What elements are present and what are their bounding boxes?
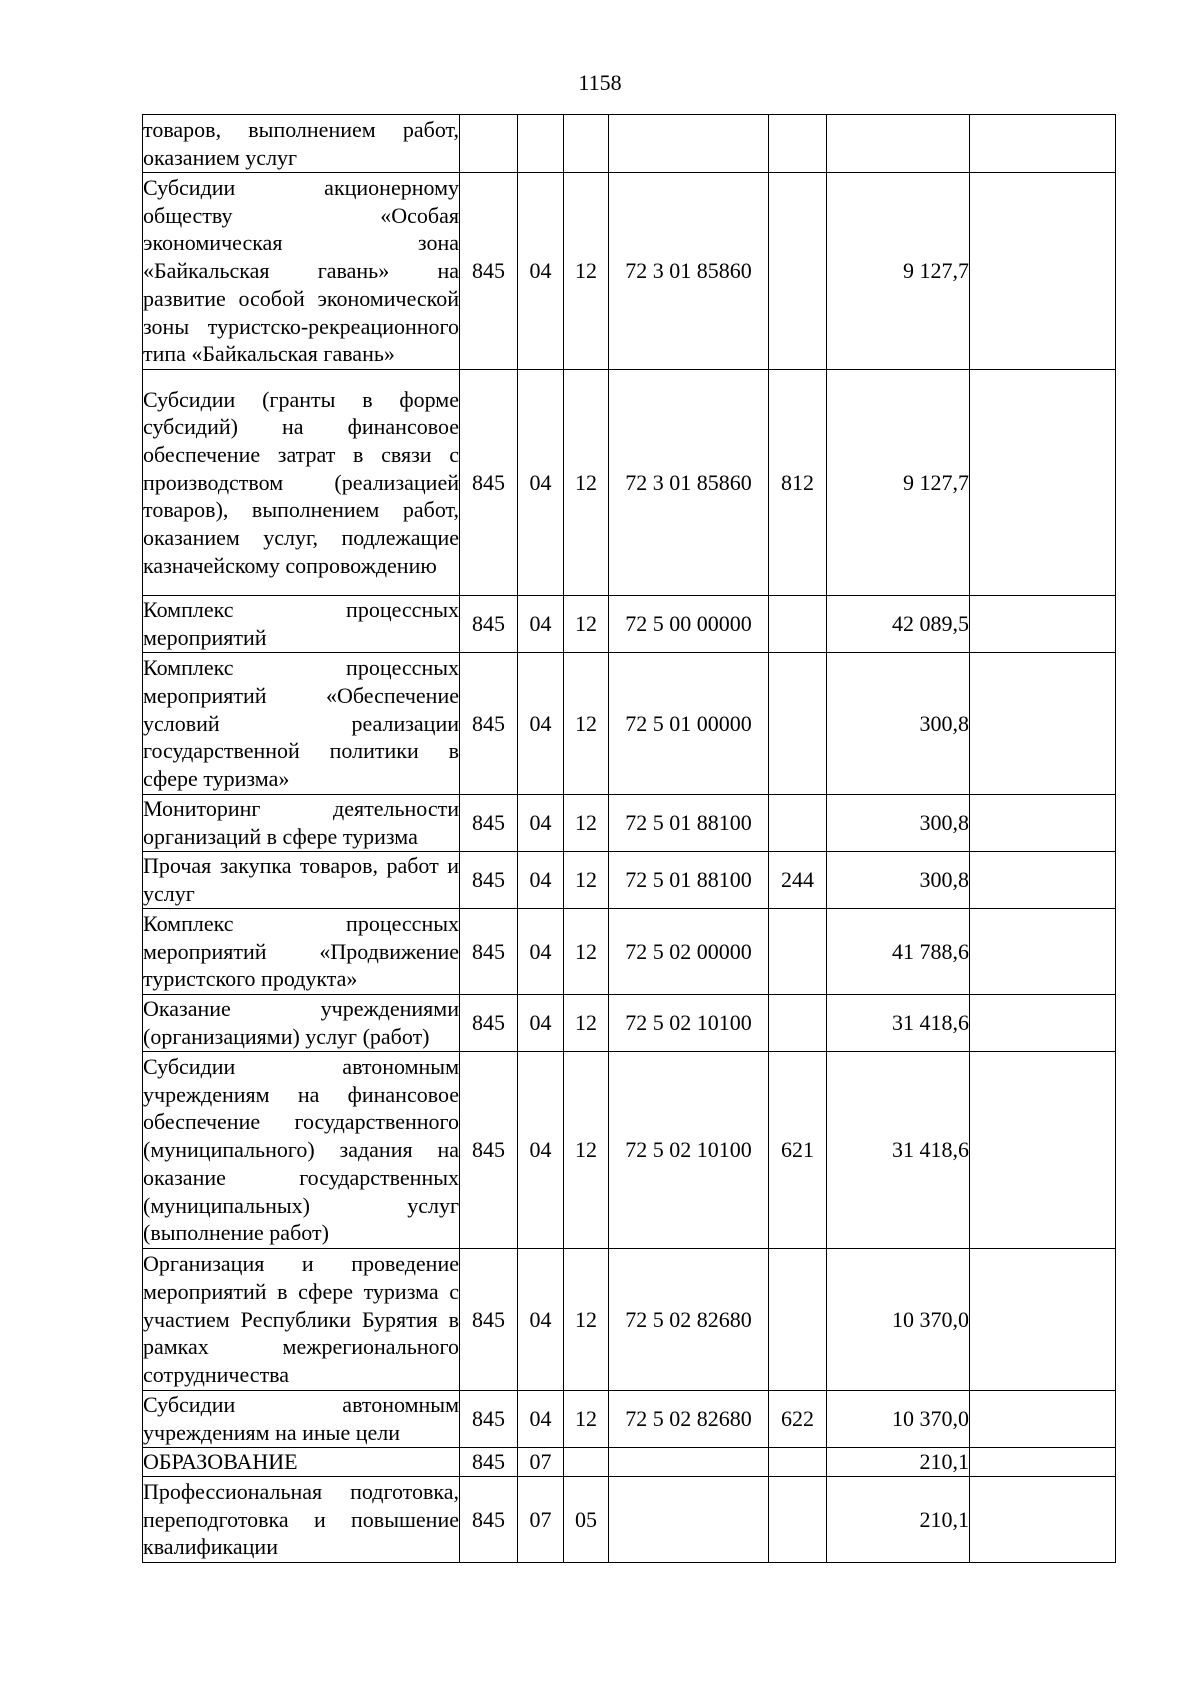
row-vr xyxy=(769,1477,827,1563)
row-csr: 72 5 01 00000 xyxy=(609,653,769,795)
row-pr xyxy=(564,115,609,173)
page-number: 1158 xyxy=(578,70,622,95)
table-row xyxy=(143,852,1116,909)
row-gr: 845 xyxy=(460,173,518,370)
row-empty-cell xyxy=(970,1477,1116,1563)
row-vr: 621 xyxy=(769,1052,827,1249)
row-csr xyxy=(609,115,769,173)
table-row xyxy=(143,653,1116,795)
row-pr xyxy=(564,1448,609,1477)
row-sum: 10 370,0 xyxy=(827,1391,970,1448)
row-rz: 04 xyxy=(518,995,564,1052)
row-name: Организация и проведение мероприятий в сфере туризма с участием Республики Бурятия в рамках межрегионального сотрудничества xyxy=(143,1249,460,1391)
row-sum: 42 089,5 xyxy=(827,596,970,653)
row-rz xyxy=(518,115,564,173)
row-gr: 845 xyxy=(460,370,518,596)
row-name: Оказание учреждениями (организациями) услуг (работ) xyxy=(143,995,460,1052)
row-rz: 04 xyxy=(518,852,564,909)
row-empty-cell xyxy=(970,115,1116,173)
row-empty-cell xyxy=(970,1391,1116,1448)
row-pr: 12 xyxy=(564,370,609,596)
row-pr: 12 xyxy=(564,795,609,852)
row-empty-cell xyxy=(970,173,1116,370)
row-vr xyxy=(769,115,827,173)
row-pr: 12 xyxy=(564,596,609,653)
row-gr: 845 xyxy=(460,795,518,852)
row-rz: 04 xyxy=(518,370,564,596)
row-vr xyxy=(769,1448,827,1477)
row-empty-cell xyxy=(970,370,1116,596)
row-gr: 845 xyxy=(460,1391,518,1448)
table-row xyxy=(143,995,1116,1052)
row-vr xyxy=(769,596,827,653)
row-csr: 72 5 01 88100 xyxy=(609,852,769,909)
table-row xyxy=(143,1052,1116,1249)
table-row xyxy=(143,1477,1116,1563)
row-sum: 300,8 xyxy=(827,852,970,909)
row-rz: 04 xyxy=(518,909,564,995)
table-row xyxy=(143,115,1116,173)
row-csr: 72 5 00 00000 xyxy=(609,596,769,653)
row-name: ОБРАЗОВАНИЕ xyxy=(143,1448,460,1477)
row-pr: 12 xyxy=(564,1249,609,1391)
table-row xyxy=(143,1249,1116,1391)
row-csr xyxy=(609,1448,769,1477)
row-vr: 812 xyxy=(769,370,827,596)
row-name: Комплекс процессных мероприятий «Продвижение туристского продукта» xyxy=(143,909,460,995)
row-sum: 300,8 xyxy=(827,653,970,795)
row-rz: 07 xyxy=(518,1448,564,1477)
table-row xyxy=(143,596,1116,653)
row-vr xyxy=(769,795,827,852)
row-gr: 845 xyxy=(460,995,518,1052)
row-gr: 845 xyxy=(460,852,518,909)
row-csr: 72 5 02 82680 xyxy=(609,1249,769,1391)
row-vr: 244 xyxy=(769,852,827,909)
row-csr xyxy=(609,1477,769,1563)
row-pr: 12 xyxy=(564,173,609,370)
row-empty-cell xyxy=(970,1052,1116,1249)
row-sum: 300,8 xyxy=(827,795,970,852)
row-name: Субсидии автономным учреждениям на иные цели xyxy=(143,1391,460,1448)
row-name: Субсидии (гранты в форме субсидий) на финансовое обеспечение затрат в связи с производством (реализацией товаров), выполнением работ, оказанием услуг, подлежащие казначейскому сопровождению xyxy=(143,370,460,596)
row-pr: 12 xyxy=(564,995,609,1052)
row-vr xyxy=(769,909,827,995)
row-csr: 72 3 01 85860 xyxy=(609,370,769,596)
row-name: товаров, выполнением работ, оказанием услуг xyxy=(143,115,460,173)
row-csr: 72 5 02 82680 xyxy=(609,1391,769,1448)
row-pr: 05 xyxy=(564,1477,609,1563)
row-rz: 04 xyxy=(518,653,564,795)
row-pr: 12 xyxy=(564,1391,609,1448)
row-vr xyxy=(769,173,827,370)
row-csr: 72 5 02 10100 xyxy=(609,1052,769,1249)
row-rz: 04 xyxy=(518,1391,564,1448)
row-empty-cell xyxy=(970,995,1116,1052)
row-sum: 9 127,7 xyxy=(827,173,970,370)
row-name: Мониторинг деятельности организаций в сфере туризма xyxy=(143,795,460,852)
row-csr: 72 5 02 00000 xyxy=(609,909,769,995)
row-name: Комплекс процессных мероприятий «Обеспечение условий реализации государственной политики в сфере туризма» xyxy=(143,653,460,795)
row-gr: 845 xyxy=(460,1477,518,1563)
row-name: Комплекс процессных мероприятий xyxy=(143,596,460,653)
row-sum: 9 127,7 xyxy=(827,370,970,596)
row-sum: 210,1 xyxy=(827,1477,970,1563)
row-vr xyxy=(769,1249,827,1391)
row-empty-cell xyxy=(970,596,1116,653)
row-pr: 12 xyxy=(564,1052,609,1249)
table-row xyxy=(143,370,1116,596)
row-sum: 31 418,6 xyxy=(827,1052,970,1249)
row-gr: 845 xyxy=(460,1249,518,1391)
row-gr: 845 xyxy=(460,1052,518,1249)
row-csr: 72 5 01 88100 xyxy=(609,795,769,852)
table-row xyxy=(143,1448,1116,1477)
table-row xyxy=(143,1391,1116,1448)
row-name: Субсидии акционерному обществу «Особая экономическая зона «Байкальская гавань» на развитие особой экономической зоны туристско-рекреационного типа «Байкальская гавань» xyxy=(143,173,460,370)
row-rz: 04 xyxy=(518,596,564,653)
row-gr: 845 xyxy=(460,909,518,995)
row-sum: 10 370,0 xyxy=(827,1249,970,1391)
row-name: Прочая закупка товаров, работ и услуг xyxy=(143,852,460,909)
table-row xyxy=(143,173,1116,370)
row-sum xyxy=(827,115,970,173)
row-vr xyxy=(769,995,827,1052)
row-vr xyxy=(769,653,827,795)
row-vr: 622 xyxy=(769,1391,827,1448)
row-empty-cell xyxy=(970,852,1116,909)
row-rz: 04 xyxy=(518,173,564,370)
row-empty-cell xyxy=(970,1249,1116,1391)
row-empty-cell xyxy=(970,1448,1116,1477)
row-sum: 41 788,6 xyxy=(827,909,970,995)
row-name: Субсидии автономным учреждениям на финансовое обеспечение государственного (муниципального) задания на оказание государственных (муниципальных) услуг (выполнение работ) xyxy=(143,1052,460,1249)
row-sum: 31 418,6 xyxy=(827,995,970,1052)
table-row xyxy=(143,909,1116,995)
table-row xyxy=(143,795,1116,852)
row-pr: 12 xyxy=(564,653,609,795)
row-sum: 210,1 xyxy=(827,1448,970,1477)
row-rz: 04 xyxy=(518,1249,564,1391)
row-csr: 72 3 01 85860 xyxy=(609,173,769,370)
row-rz: 04 xyxy=(518,795,564,852)
row-gr: 845 xyxy=(460,653,518,795)
row-rz: 04 xyxy=(518,1052,564,1249)
row-gr: 845 xyxy=(460,596,518,653)
row-empty-cell xyxy=(970,653,1116,795)
row-csr: 72 5 02 10100 xyxy=(609,995,769,1052)
row-name: Профессиональная подготовка, переподготовка и повышение квалификации xyxy=(143,1477,460,1563)
row-pr: 12 xyxy=(564,852,609,909)
budget-table xyxy=(142,114,1116,1563)
row-empty-cell xyxy=(970,795,1116,852)
row-gr xyxy=(460,115,518,173)
row-gr: 845 xyxy=(460,1448,518,1477)
row-rz: 07 xyxy=(518,1477,564,1563)
row-empty-cell xyxy=(970,909,1116,995)
row-pr: 12 xyxy=(564,909,609,995)
